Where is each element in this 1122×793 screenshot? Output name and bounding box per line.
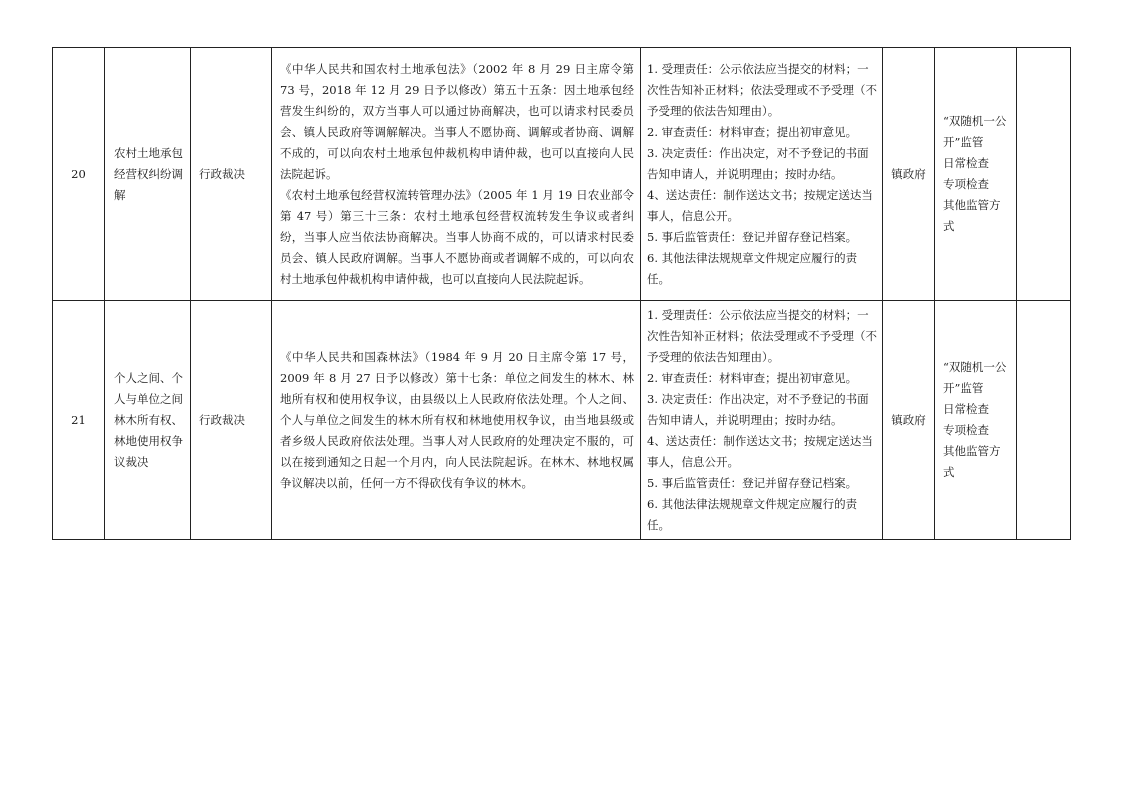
legal-basis-paragraph: 《中华人民共和国森林法》（1984 年 9 月 20 日主席令第 17 号，2009 年 8 月 27 日予以修改）第十七条：单位之间发生的林木、林地所有权和使用权争议，由县级以上人民政府依法处理。个人之间、个人与单位之间发生的林木所有权和林地使用权争议，由当地县级或者乡级人民政府依法处理。当事人对人民政府的处理决定不服的，可以在接到通知之日起一个月内，向人民法院起诉。在林木、林地权属争议解决以前，任何一方不得砍伐有争议的林木。 <box>280 349 634 490</box>
responsibility-item: 6. 其他法律法规规章文件规定应履行的责任。 <box>647 250 858 286</box>
legal-basis-paragraph: 《农村土地承包经营权流转管理办法》（2005 年 1 月 19 日农业部令第 47 号）第三十三条：农村土地承包经营权流转发生争议或者纠纷，当事人应当依法协商解决。当事人协商不成的，可以请求村民委员会、镇人民政府调解。当事人不愿协商或者调解不成的，可以向农村土地承包仲裁机构申请仲裁，也可以直接向人民法院起诉。 <box>280 187 634 286</box>
item-type: 行政裁决 <box>191 301 272 540</box>
responsibility-list <box>641 48 883 301</box>
responsible-organ: 镇政府 <box>883 48 935 301</box>
item-type: 行政裁决 <box>191 48 272 301</box>
responsibility-item: 2. 审查责任：材料审查；提出初审意见。 <box>647 124 858 139</box>
table-row <box>53 301 1071 540</box>
row-number: 21 <box>53 301 105 540</box>
legal-basis <box>272 48 641 301</box>
legal-basis <box>272 301 641 540</box>
supervision-methods <box>935 301 1017 540</box>
responsibility-item: 6. 其他法律法规规章文件规定应履行的责任。 <box>647 496 858 532</box>
item-name: 农村土地承包经营权纠纷调解 <box>105 48 191 301</box>
supervision-item: 日常检查 <box>943 402 989 416</box>
row-number: 20 <box>53 48 105 301</box>
responsibility-item: 5. 事后监管责任：登记并留存登记档案。 <box>647 229 858 244</box>
supervision-item: 日常检查 <box>943 156 989 170</box>
responsibility-item: 4、送达责任：制作送达文书；按规定送达当事人，信息公开。 <box>647 187 873 223</box>
responsibility-item: 3. 决定责任：作出决定，对不予登记的书面告知申请人，并说明理由；按时办结。 <box>647 391 869 427</box>
responsibility-item: 4、送达责任：制作送达文书；按规定送达当事人，信息公开。 <box>647 433 873 469</box>
responsibility-item: 2. 审查责任：材料审查；提出初审意见。 <box>647 370 858 385</box>
responsibility-item: 3. 决定责任：作出决定，对不予登记的书面告知申请人，并说明理由；按时办结。 <box>647 145 869 181</box>
supervision-methods <box>935 48 1017 301</box>
supervision-item: “双随机一公开”监管 <box>943 114 1007 149</box>
legal-basis-paragraph: 《中华人民共和国农村土地承包法》（2002 年 8 月 29 日主席令第 73 号，2018 年 12 月 29 日予以修改）第五十五条：因土地承包经营发生纠纷的，双方当事人可以通过协商解决，也可以请求村民委员会、镇人民政府等调解解决。当事人不愿协商、调解或者协商、调解不成的，可以向农村土地承包仲裁机构申请仲裁，也可以直接向人民法院起诉。 <box>280 61 634 181</box>
responsibility-item: 1. 受理责任：公示依法应当提交的材料；一次性告知补正材料；依法受理或不予受理（不予受理的依法告知理由）。 <box>647 61 877 118</box>
remark-cell <box>1017 301 1071 540</box>
duty-table <box>52 47 1071 540</box>
supervision-item: 专项检查 <box>943 177 989 191</box>
responsible-organ: 镇政府 <box>883 301 935 540</box>
responsibility-item: 1. 受理责任：公示依法应当提交的材料；一次性告知补正材料；依法受理或不予受理（不予受理的依法告知理由）。 <box>647 307 877 364</box>
supervision-item: “双随机一公开”监管 <box>943 360 1007 395</box>
supervision-item: 专项检查 <box>943 423 989 437</box>
table-row <box>53 48 1071 301</box>
responsibility-list <box>641 301 883 540</box>
item-name: 个人之间、个人与单位之间林木所有权、林地使用权争议裁决 <box>105 301 191 540</box>
supervision-item: 其他监管方式 <box>943 198 1001 233</box>
remark-cell <box>1017 48 1071 301</box>
responsibility-item: 5. 事后监管责任：登记并留存登记档案。 <box>647 475 858 490</box>
supervision-item: 其他监管方式 <box>943 444 1001 479</box>
